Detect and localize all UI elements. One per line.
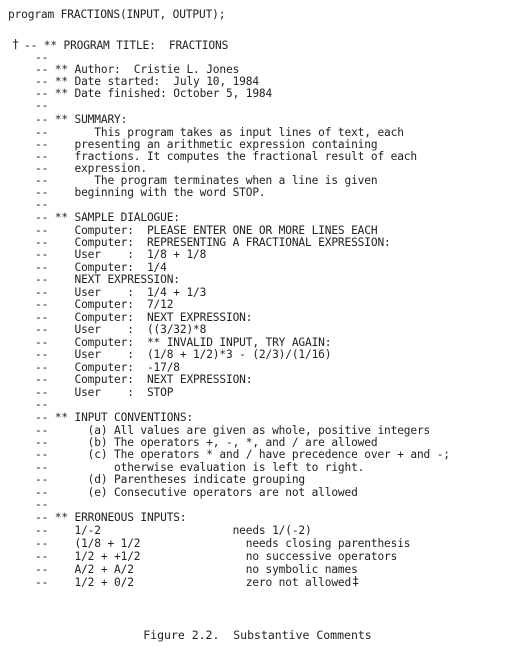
code-line: -- beginning with the word STOP. [35,186,266,199]
code-line: -- fractions. It computes the fractional result of each [35,150,417,163]
code-line: -- [35,498,49,511]
code-line: -- Computer: NEXT EXPRESSION: [35,311,253,324]
code-line: -- [35,99,49,112]
code-line: -- (b) The operators +, -, *, and / are allowed [35,436,378,449]
code-line: -- ** INPUT CONVENTIONS: [35,411,194,424]
code-line: -- ** PROGRAM TITLE: FRACTIONS [24,39,229,52]
code-line: -- A/2 + A/2 no symbolic names [35,563,358,576]
code-line: -- presenting an arithmetic expression containing [35,138,378,151]
code-line: -- ** Author: Cristie L. Jones [35,63,240,76]
code-line: -- The program terminates when a line is given [35,174,378,187]
code-line: -- 1/2 + 0/2 zero not allowed [35,576,352,589]
code-line: -- User : STOP [35,386,174,399]
code-line: -- ** ERRONEOUS INPUTS: [35,511,187,524]
code-line: -- Computer: REPRESENTING A FRACTIONAL EXPRESSION: [35,236,391,249]
code-line: -- ** Date started: July 10, 1984 [35,75,259,88]
code-line: -- otherwise evaluation is left to right. [35,461,365,474]
code-line: -- Computer: NEXT EXPRESSION: [35,373,253,386]
double-dagger-mark: ‡ [352,574,360,588]
figure-caption: Figure 2.2. Substantive Comments [143,628,372,642]
code-line: -- [35,198,49,211]
code-line: -- 1/-2 needs 1/(-2) [35,524,312,537]
code-line: -- (1/8 + 1/2 needs closing parenthesis [35,537,411,550]
code-line: -- [35,398,49,411]
code-line: -- ** Date finished: October 5, 1984 [35,87,273,100]
code-line: -- (e) Consecutive operators are not allowed [35,486,358,499]
code-line: -- NEXT EXPRESSION: [35,273,180,286]
code-line: -- Computer: 7/12 [35,298,174,311]
code-line: -- Computer: ** INVALID INPUT, TRY AGAIN: [35,336,332,349]
code-line: -- ** SUMMARY: [35,113,128,126]
code-line: -- User : ((3/32)*8 [35,323,207,336]
code-line: -- ** SAMPLE DIALOGUE: [35,211,180,224]
code-line: -- [35,51,49,64]
code-line: -- (d) Parentheses indicate grouping [35,473,306,486]
code-line: -- User : 1/4 + 1/3 [35,286,207,299]
code-line: -- User : 1/8 + 1/8 [35,248,207,261]
dagger-mark: † [12,37,20,51]
code-line: -- Computer: -17/8 [35,361,180,374]
code-line: -- (a) All values are given as whole, positive integers [35,424,431,437]
code-line: -- User : (1/8 + 1/2)*3 - (2/3)/(1/16) [35,348,332,361]
code-line: -- Computer: 1/4 [35,261,167,274]
code-line: -- (c) The operators * and / have precedence over + and -; [35,448,450,461]
code-line: -- expression. [35,162,147,175]
code-line: -- This program takes as input lines of text, each [35,126,404,139]
program-heading: program FRACTIONS(INPUT, OUTPUT); [8,8,226,21]
code-line: -- Computer: PLEASE ENTER ONE OR MORE LINES EACH [35,224,378,237]
code-line: -- 1/2 + +1/2 no successive operators [35,550,398,563]
